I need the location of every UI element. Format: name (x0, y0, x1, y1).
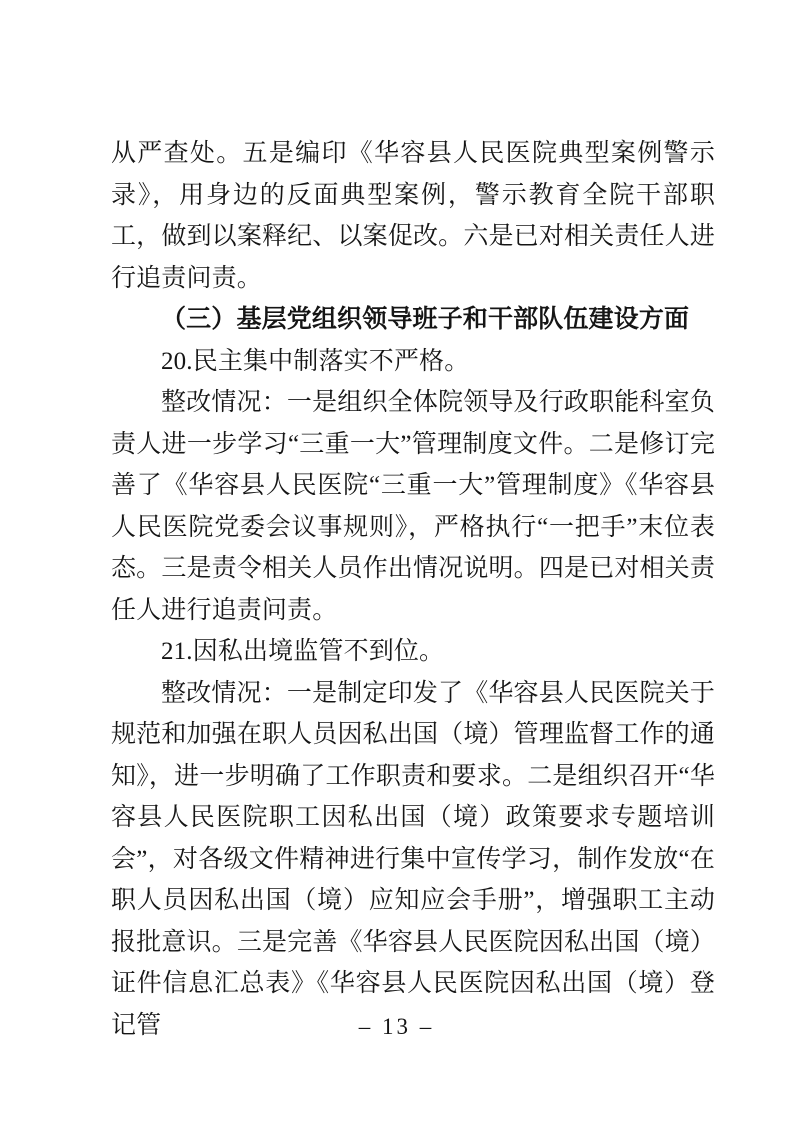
item-20-rectification-paragraph: 整改情况：一是组织全体院领导及行政职能科室负责人进一步学习“三重一大”管理制度文件。二是修订完善了《华容县人民医院“三重一大”管理制度》《华容县人民医院党委会议事规则》，严格执行“一把手”末位表态。三是责令相关人员作出情况说明。四是已对相关责任人进行追责问责。 (111, 389, 715, 624)
page-footer (0, 1014, 793, 1040)
document-body (111, 133, 715, 1046)
page-number: – 13 – (358, 1014, 435, 1039)
section-heading: （三）基层党组织领导班子和干部队伍建设方面 (161, 306, 690, 333)
item-21-rectification-paragraph: 整改情况：一是制定印发了《华容县人民医院关于规范和加强在职人员因私出国（境）管理监督工作的通知》，进一步明确了工作职责和要求。二是组织召开“华容县人民医院职工因私出国（境）政策要求专题培训会”，对各级文件精神进行集中宣传学习，制作发放“在职人员因私出国（境）应知应会手册”，增强职工主动报批意识。三是完善《华容县人民医院因私出国（境）证件信息汇总表》《华容县人民医院因私出国（境）登记管 (111, 679, 715, 1039)
item-21-title: 21.因私出境监管不到位。 (161, 638, 445, 665)
item-20-title: 20.民主集中制落实不严格。 (161, 347, 470, 375)
paragraph-continuation: 从严查处。五是编印《华容县人民医院典型案例警示录》，用身边的反面典型案例，警示教育全院干部职工，做到以案释纪、以案促改。六是已对相关责任人进行追责问责。 (111, 140, 715, 292)
